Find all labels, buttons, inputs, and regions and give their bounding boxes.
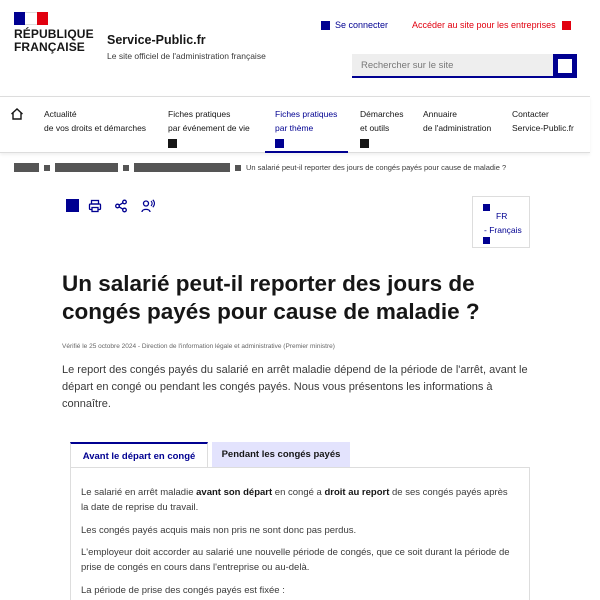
language-icon <box>483 204 490 211</box>
page-title: Un salarié peut-il reporter des jours de congés payés pour cause de maladie ? <box>62 271 480 324</box>
chevron-down-icon <box>275 139 284 148</box>
nav-item-actualite[interactable]: Actualité de vos droits et démarches <box>44 109 147 133</box>
print-icon[interactable] <box>88 199 102 213</box>
nav-item-demarches[interactable]: Démarches et outils <box>360 107 403 149</box>
panel-paragraph-3: L'employeur doit accorder au salarié une nouvelle période de congés, que ce soit durant la période de prise de congés en cours dans l'entreprise ou au-delà. <box>81 547 510 573</box>
tab-pendant-conges[interactable]: Pendant les congés payés <box>212 442 350 467</box>
panel-paragraph-2: Les congés payés acquis mais non pris ne sont donc pas perdus. <box>81 525 357 536</box>
enterprise-label: Accéder au site pour les entreprises <box>412 20 556 30</box>
search-bar <box>352 54 577 78</box>
chevron-down-icon <box>360 139 369 148</box>
listen-icon[interactable] <box>141 199 155 213</box>
chevron-right-icon <box>123 165 129 171</box>
enterprise-site-link[interactable] <box>412 20 571 30</box>
external-link-icon <box>562 21 571 30</box>
verified-date: Vérifié le 25 octobre 2024 - Direction de l'information légale et administrative (Premier ministre) <box>62 343 335 350</box>
republique-flag-logo[interactable] <box>14 12 48 25</box>
breadcrumb <box>14 162 506 173</box>
nav-item-annuaire[interactable]: Annuaire de l'administration <box>423 109 492 133</box>
chevron-right-icon <box>44 165 50 171</box>
connect-label: Se connecter <box>335 20 389 30</box>
user-icon <box>321 21 330 30</box>
site-subtitle: Le site officiel de l'administration française <box>107 51 266 61</box>
nav-item-fiches-theme[interactable]: Fiches pratiques par thème <box>275 107 337 149</box>
nav-item-fiches-evenement[interactable]: Fiches pratiques par événement de vie <box>168 107 250 149</box>
chevron-right-icon <box>235 165 241 171</box>
breadcrumb-link-level-2[interactable] <box>134 163 230 172</box>
tab-avant-depart[interactable]: Avant le départ en congé <box>70 442 208 468</box>
share-icon[interactable] <box>114 199 128 213</box>
breadcrumb-link-level-1[interactable] <box>55 163 118 172</box>
tab-panel <box>70 467 530 600</box>
bookmark-button[interactable] <box>66 199 79 212</box>
main-navigation <box>0 96 590 153</box>
breadcrumb-current: Un salarié peut-il reporter des jours de congés payés pour cause de maladie ? <box>246 163 507 172</box>
breadcrumb-link-accueil[interactable] <box>14 163 39 172</box>
site-title[interactable]: Service-Public.fr <box>107 33 206 47</box>
nav-item-contacter[interactable]: Contacter Service-Public.fr <box>512 109 574 133</box>
connect-link[interactable] <box>321 20 388 30</box>
panel-paragraph-1: Le salarié en arrêt maladie avant son départ en congé a droit au report de ses congés payés après la date de reprise du travail. <box>81 487 508 513</box>
chevron-down-icon <box>483 237 490 244</box>
site-header <box>0 0 600 90</box>
language-selector[interactable] <box>472 196 530 248</box>
search-input[interactable] <box>352 54 552 76</box>
home-icon[interactable] <box>10 107 24 121</box>
chevron-down-icon <box>168 139 177 148</box>
nav-active-indicator <box>265 151 348 153</box>
language-name: - Français <box>484 225 522 235</box>
article-intro: Le report des congés payés du salarié en arrêt maladie dépend de la période de l'arrêt, avant le départ en congé ou pendant les congés payés. Nous vous présentons les informations à connaître. <box>62 364 528 410</box>
search-button[interactable] <box>553 54 577 78</box>
panel-paragraph-4: La période de prise des congés payés est fixée : <box>81 585 285 596</box>
republique-francaise-logo[interactable]: RÉPUBLIQUE FRANÇAISE <box>14 27 94 54</box>
language-code: FR <box>496 211 508 221</box>
